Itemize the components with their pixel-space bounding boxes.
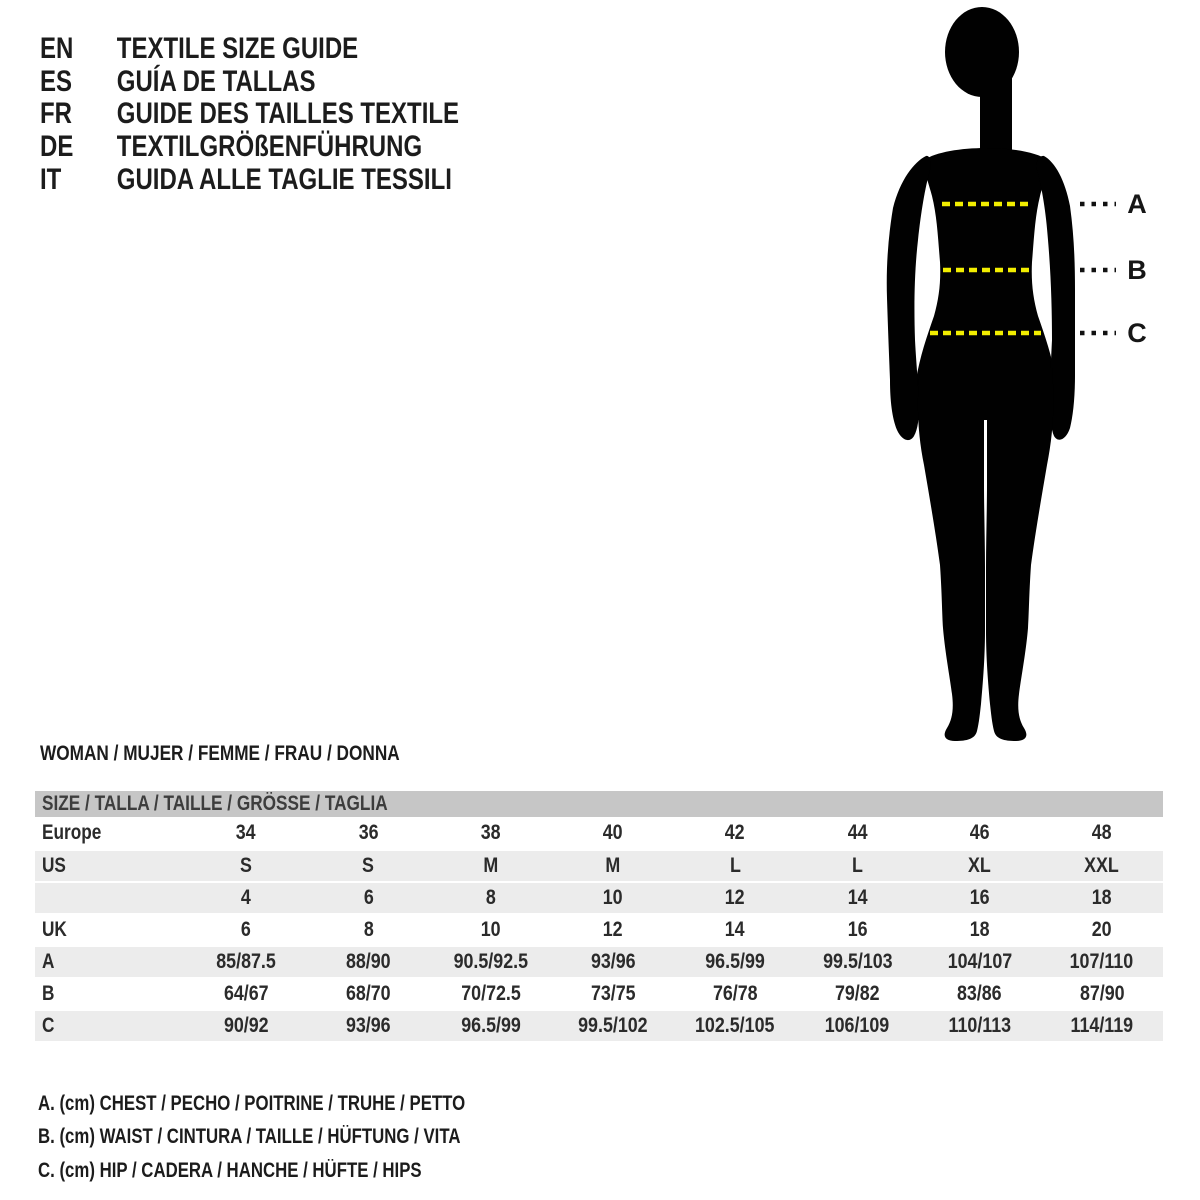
cell-value bbox=[674, 886, 796, 910]
cell-value-text: 96.5/99 bbox=[705, 950, 765, 973]
legend-row: C. (cm) HIP / CADERA / HANCHE / HÜFTE / HIPS bbox=[38, 1158, 422, 1182]
row-label-text: Europe bbox=[42, 821, 102, 844]
cell-value bbox=[307, 918, 429, 942]
cell-value bbox=[552, 821, 674, 845]
language-code: ES bbox=[40, 64, 73, 98]
cell-value-text: 36 bbox=[358, 821, 379, 844]
cell-value-text: 93/96 bbox=[590, 950, 636, 973]
cell-value bbox=[430, 821, 552, 845]
cell-value bbox=[552, 854, 674, 878]
cell-value bbox=[307, 982, 429, 1006]
row-label-text: UK bbox=[42, 918, 67, 941]
cell-value bbox=[307, 821, 429, 845]
cell-value bbox=[1041, 886, 1163, 910]
table-row bbox=[35, 849, 1163, 881]
cell-value-text: 6 bbox=[363, 886, 374, 909]
marker-letter-b: B bbox=[1127, 255, 1147, 285]
legend-row: A. (cm) CHEST / PECHO / POITRINE / TRUHE / PETTO bbox=[38, 1092, 466, 1115]
cell-value bbox=[919, 821, 1041, 845]
language-code: DE bbox=[40, 130, 74, 164]
cell-value bbox=[430, 886, 552, 910]
cell-value-text: 64/67 bbox=[223, 982, 269, 1005]
cell-value-text: 85/87.5 bbox=[216, 950, 276, 973]
table-row bbox=[35, 945, 1163, 977]
woman-silhouette-figure bbox=[880, 0, 1200, 760]
cell-value-text: 114/119 bbox=[1070, 1014, 1134, 1037]
cell-value bbox=[552, 982, 674, 1006]
section-title bbox=[40, 742, 479, 766]
language-row bbox=[40, 33, 459, 66]
cell-value-text: 110/113 bbox=[948, 1014, 1011, 1037]
table-row bbox=[35, 881, 1163, 913]
cell-value-text: M bbox=[605, 854, 621, 877]
table-row bbox=[35, 1009, 1163, 1041]
table-row bbox=[35, 817, 1163, 849]
cell-value-text: 87/90 bbox=[1079, 982, 1125, 1005]
cell-value-text: M bbox=[483, 854, 499, 877]
silhouette-right-leg bbox=[986, 368, 1053, 741]
cell-value-text: 42 bbox=[725, 821, 746, 844]
cell-value bbox=[674, 821, 796, 845]
cell-value bbox=[307, 1014, 429, 1038]
cell-value bbox=[1041, 950, 1163, 974]
cell-value-text: 10 bbox=[480, 918, 501, 941]
language-code: IT bbox=[40, 162, 62, 196]
cell-value bbox=[674, 950, 796, 974]
cell-value-text: 106/109 bbox=[825, 1014, 890, 1037]
cell-value-text: 18 bbox=[1091, 886, 1112, 909]
cell-value-text: 79/82 bbox=[835, 982, 880, 1005]
cell-value-text: L bbox=[851, 854, 863, 877]
cell-value-text: 14 bbox=[725, 918, 746, 941]
language-row bbox=[40, 98, 459, 131]
cell-value-text: 14 bbox=[847, 886, 868, 909]
cell-value-text: 68/70 bbox=[346, 982, 391, 1005]
cell-value bbox=[796, 1014, 918, 1038]
cell-value bbox=[919, 950, 1041, 974]
cell-value bbox=[430, 1014, 552, 1038]
row-label-text: C bbox=[42, 1014, 55, 1037]
cell-value bbox=[674, 1014, 796, 1038]
section-title-text: WOMAN / MUJER / FEMME / FRAU / DONNA bbox=[40, 742, 400, 765]
cell-value-text: S bbox=[362, 854, 375, 877]
cell-value bbox=[674, 854, 796, 878]
language-label: TEXTILE SIZE GUIDE bbox=[116, 32, 359, 65]
cell-value bbox=[674, 982, 796, 1006]
cell-value-text: 40 bbox=[602, 821, 623, 844]
marker-letter-a: A bbox=[1127, 189, 1147, 219]
cell-value bbox=[430, 854, 552, 878]
cell-value bbox=[185, 950, 307, 974]
row-label bbox=[35, 854, 185, 878]
cell-value bbox=[919, 1014, 1041, 1038]
cell-value bbox=[1041, 1014, 1163, 1038]
cell-value bbox=[185, 982, 307, 1006]
cell-value bbox=[552, 886, 674, 910]
language-code: FR bbox=[40, 97, 72, 131]
cell-value-text: 8 bbox=[363, 918, 374, 941]
cell-value bbox=[430, 918, 552, 942]
cell-value bbox=[185, 821, 307, 845]
cell-value-text: 107/110 bbox=[1070, 950, 1134, 973]
cell-value bbox=[796, 854, 918, 878]
cell-value bbox=[307, 854, 429, 878]
size-table-body bbox=[35, 817, 1163, 1041]
cell-value-text: 90.5/92.5 bbox=[453, 950, 528, 973]
language-guide bbox=[40, 33, 564, 196]
row-label-text: A bbox=[42, 950, 55, 973]
row-label bbox=[35, 1014, 185, 1038]
cell-value-text: XXL bbox=[1084, 854, 1120, 877]
cell-value-text: 16 bbox=[847, 918, 868, 941]
cell-value bbox=[185, 886, 307, 910]
language-label: GUIDA ALLE TAGLIE TESSILI bbox=[116, 162, 452, 196]
cell-value-text: L bbox=[729, 854, 741, 877]
cell-value bbox=[1041, 918, 1163, 942]
cell-value-text: 70/72.5 bbox=[460, 982, 521, 1005]
cell-value bbox=[919, 886, 1041, 910]
cell-value bbox=[307, 950, 429, 974]
cell-value-text: 96.5/99 bbox=[460, 1014, 521, 1037]
cell-value bbox=[919, 854, 1041, 878]
cell-value bbox=[430, 950, 552, 974]
cell-value bbox=[552, 950, 674, 974]
cell-value bbox=[796, 982, 918, 1006]
language-row bbox=[40, 164, 459, 197]
cell-value bbox=[185, 918, 307, 942]
cell-value bbox=[430, 982, 552, 1006]
cell-value-text: 38 bbox=[480, 821, 501, 844]
cell-value bbox=[1041, 854, 1163, 878]
cell-value bbox=[307, 886, 429, 910]
cell-value bbox=[919, 918, 1041, 942]
cell-value bbox=[796, 918, 918, 942]
cell-value bbox=[796, 950, 918, 974]
row-label-text: US bbox=[42, 854, 66, 877]
cell-value bbox=[1041, 821, 1163, 845]
cell-value-text: 46 bbox=[969, 821, 990, 844]
measurement-legend bbox=[38, 1087, 572, 1187]
cell-value-text: 83/86 bbox=[957, 982, 1002, 1005]
cell-value-text: 76/78 bbox=[712, 982, 758, 1005]
cell-value bbox=[796, 821, 918, 845]
cell-value bbox=[796, 886, 918, 910]
cell-value-text: 16 bbox=[969, 886, 990, 909]
cell-value-text: 34 bbox=[236, 821, 257, 844]
row-label bbox=[35, 950, 185, 974]
cell-value bbox=[919, 982, 1041, 1006]
cell-value-text: 12 bbox=[602, 918, 623, 941]
cell-value-text: 20 bbox=[1091, 918, 1112, 941]
language-label: TEXTILGRÖßENFÜHRUNG bbox=[116, 130, 423, 164]
cell-value-text: S bbox=[240, 854, 253, 877]
cell-value-text: 88/90 bbox=[346, 950, 391, 973]
cell-value-text: 90/92 bbox=[223, 1014, 269, 1037]
silhouette-left-leg bbox=[918, 368, 985, 741]
cell-value-text: 99.5/103 bbox=[822, 950, 893, 973]
cell-value bbox=[1041, 982, 1163, 1006]
cell-value bbox=[552, 918, 674, 942]
cell-value-text: 102.5/105 bbox=[695, 1014, 775, 1037]
cell-value bbox=[552, 1014, 674, 1038]
cell-value-text: 73/75 bbox=[590, 982, 636, 1005]
legend-row: B. (cm) WAIST / CINTURA / TAILLE / HÜFTUNG / VITA bbox=[38, 1125, 461, 1149]
cell-value-text: 12 bbox=[725, 886, 746, 909]
cell-value-text: 8 bbox=[485, 886, 496, 909]
row-label bbox=[35, 918, 185, 942]
table-row bbox=[35, 977, 1163, 1009]
language-code: EN bbox=[40, 32, 74, 65]
row-label bbox=[35, 982, 185, 1006]
cell-value bbox=[185, 1014, 307, 1038]
cell-value bbox=[674, 918, 796, 942]
cell-value-text: 93/96 bbox=[346, 1014, 391, 1037]
row-label bbox=[35, 821, 185, 845]
size-table bbox=[35, 791, 1163, 1041]
cell-value-text: 44 bbox=[847, 821, 868, 844]
table-row bbox=[35, 913, 1163, 945]
cell-value-text: XL bbox=[968, 854, 992, 877]
language-label: GUIDE DES TAILLES TEXTILE bbox=[116, 97, 460, 131]
size-table-header-text: SIZE / TALLA / TAILLE / GRÖSSE / TAGLIA bbox=[42, 792, 388, 815]
cell-value-text: 6 bbox=[241, 918, 252, 941]
cell-value-text: 99.5/102 bbox=[578, 1014, 648, 1037]
row-label-text: B bbox=[42, 982, 55, 1005]
row-label bbox=[35, 886, 185, 910]
cell-value-text: 48 bbox=[1091, 821, 1112, 844]
cell-value-text: 104/107 bbox=[947, 950, 1012, 973]
language-row bbox=[40, 131, 459, 164]
cell-value-text: 4 bbox=[241, 886, 252, 909]
cell-value-text: 10 bbox=[602, 886, 623, 909]
cell-value bbox=[185, 854, 307, 878]
language-label: GUÍA DE TALLAS bbox=[116, 64, 316, 98]
size-table-header bbox=[35, 791, 1163, 817]
cell-value-text: 18 bbox=[969, 918, 990, 941]
marker-letter-c: C bbox=[1127, 318, 1147, 348]
language-row bbox=[40, 66, 459, 99]
